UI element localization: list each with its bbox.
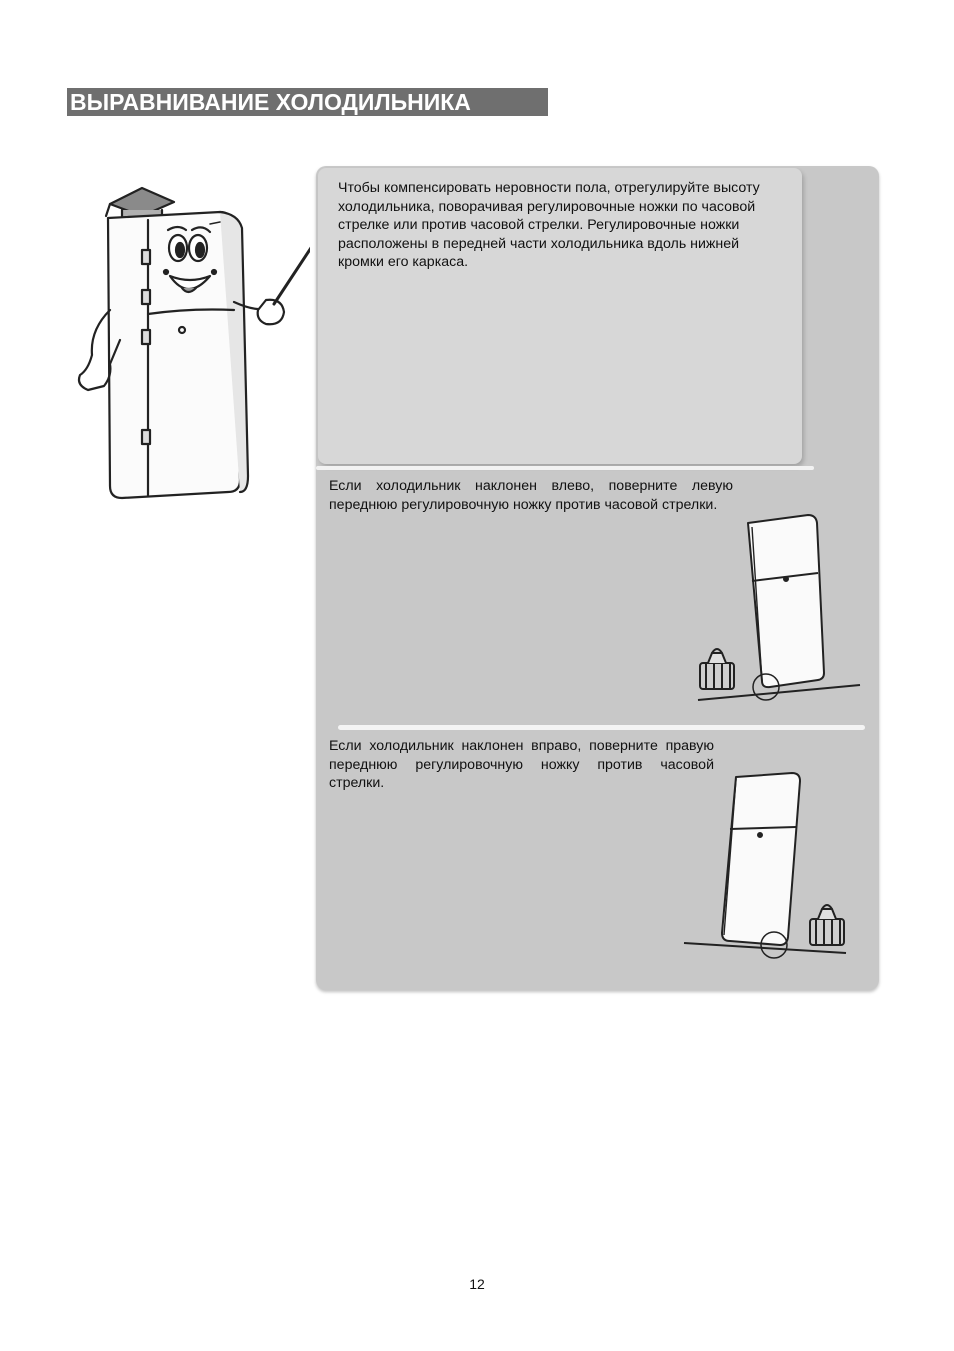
intro-text: Чтобы компенсировать неровности пола, отрегулируйте высоту холодильника, поворачивая регулировочные ножки по часовой стрелке или против часовой стрелки. Регулировочные ножки расположены в передней части холодильника вдоль нижней кромки его каркаса. [338,180,760,271]
step-left-tilt-text: Если холодильник наклонен влево, поверните левую переднюю регулировочную ножку против часовой стрелки. [329,478,733,513]
divider [316,466,814,470]
page-number: 12 [469,1276,485,1292]
page-title-bar [67,88,548,116]
step-right-tilt-text: Если холодильник наклонен вправо, поверните правую переднюю регулировочную ножку против часовой стрелки. [329,738,714,792]
page-title: ВЫРАВНИВАНИЕ ХОЛОДИЛЬНИКА [70,89,471,115]
fridge-mascot-icon [70,180,310,510]
divider [338,725,865,730]
fridge-tilted-left-icon [690,505,865,710]
fridge-tilted-right-icon [680,765,855,965]
